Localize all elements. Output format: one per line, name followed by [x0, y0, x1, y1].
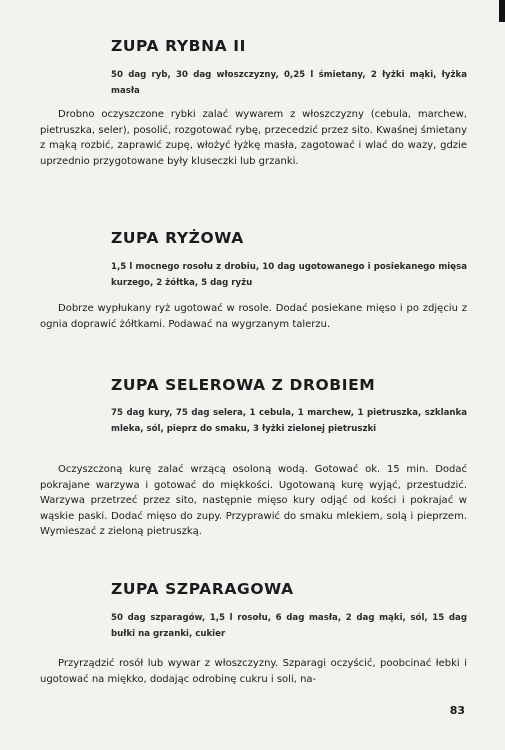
page-number: 83 [449, 704, 465, 717]
recipe-title: ZUPA SZPARAGOWA [111, 580, 294, 598]
recipe-ingredients: 75 dag kury, 75 dag selera, 1 cebula, 1 marchew, 1 pietruszka, szklanka mleka, sól, pieprz do smaku, 3 łyżki zielonej pietruszki [111, 408, 467, 434]
recipe-title: ZUPA SELEROWA Z DROBIEM [111, 376, 376, 394]
recipe-ingredients: 50 dag ryb, 30 dag włoszczyzny, 0,25 l śmietany, 2 łyżki mąki, łyżka masła [111, 70, 467, 96]
recipe-method: Drobno oczyszczone rybki zalać wywarem z włoszczyzny (cebula, marchew, pietruszka, seler), posolić, rozgotować rybę, przecedzić przez sito. Kwaśnej śmietany z mąką rozbić, zaprawić zupę, włożyć łyżkę masła, zagotować i wlać do wazy, gdzie uprzednio przygotowane były kluseczki lub grzanki. [40, 109, 467, 167]
page-edge-mark [499, 0, 505, 22]
recipe-title: ZUPA RYŻOWA [111, 229, 244, 247]
recipe-title: ZUPA RYBNA II [111, 37, 246, 55]
recipe-ingredients: 50 dag szparagów, 1,5 l rosołu, 6 dag masła, 2 dag mąki, sól, 15 dag bułki na grzanki, cukier [111, 613, 467, 639]
recipe-method: Dobrze wypłukany ryż ugotować w rosole. Dodać posiekane mięso i po zdjęciu z ognia doprawić żółtkami. Podawać na wygrzanym talerzu. [40, 303, 467, 330]
recipe-method: Przyrządzić rosół lub wywar z włoszczyzny. Szparagi oczyścić, poobcinać łebki i ugotować na miękko, dodając odrobinę cukru i soli, na- [40, 658, 467, 685]
recipe-ingredients: 1,5 l mocnego rosołu z drobiu, 10 dag ugotowanego i posiekanego mięsa kurzego, 2 żółtka, 5 dag ryżu [111, 262, 467, 288]
recipe-method: Oczyszczoną kurę zalać wrzącą osoloną wodą. Gotować ok. 15 min. Dodać pokrajane warzywa i gotować do miękkości. Ugotowaną kurę wyjąć, przestudzić. Warzywa przetrzeć przez sito, następnie mięso kury odjąć od kości i pokrajać w wąskie paski. Dodać mięso do zupy. Przyprawić do smaku mlekiem, solą i pieprzem. Wymieszać z zieloną pietruszką. [40, 464, 467, 537]
